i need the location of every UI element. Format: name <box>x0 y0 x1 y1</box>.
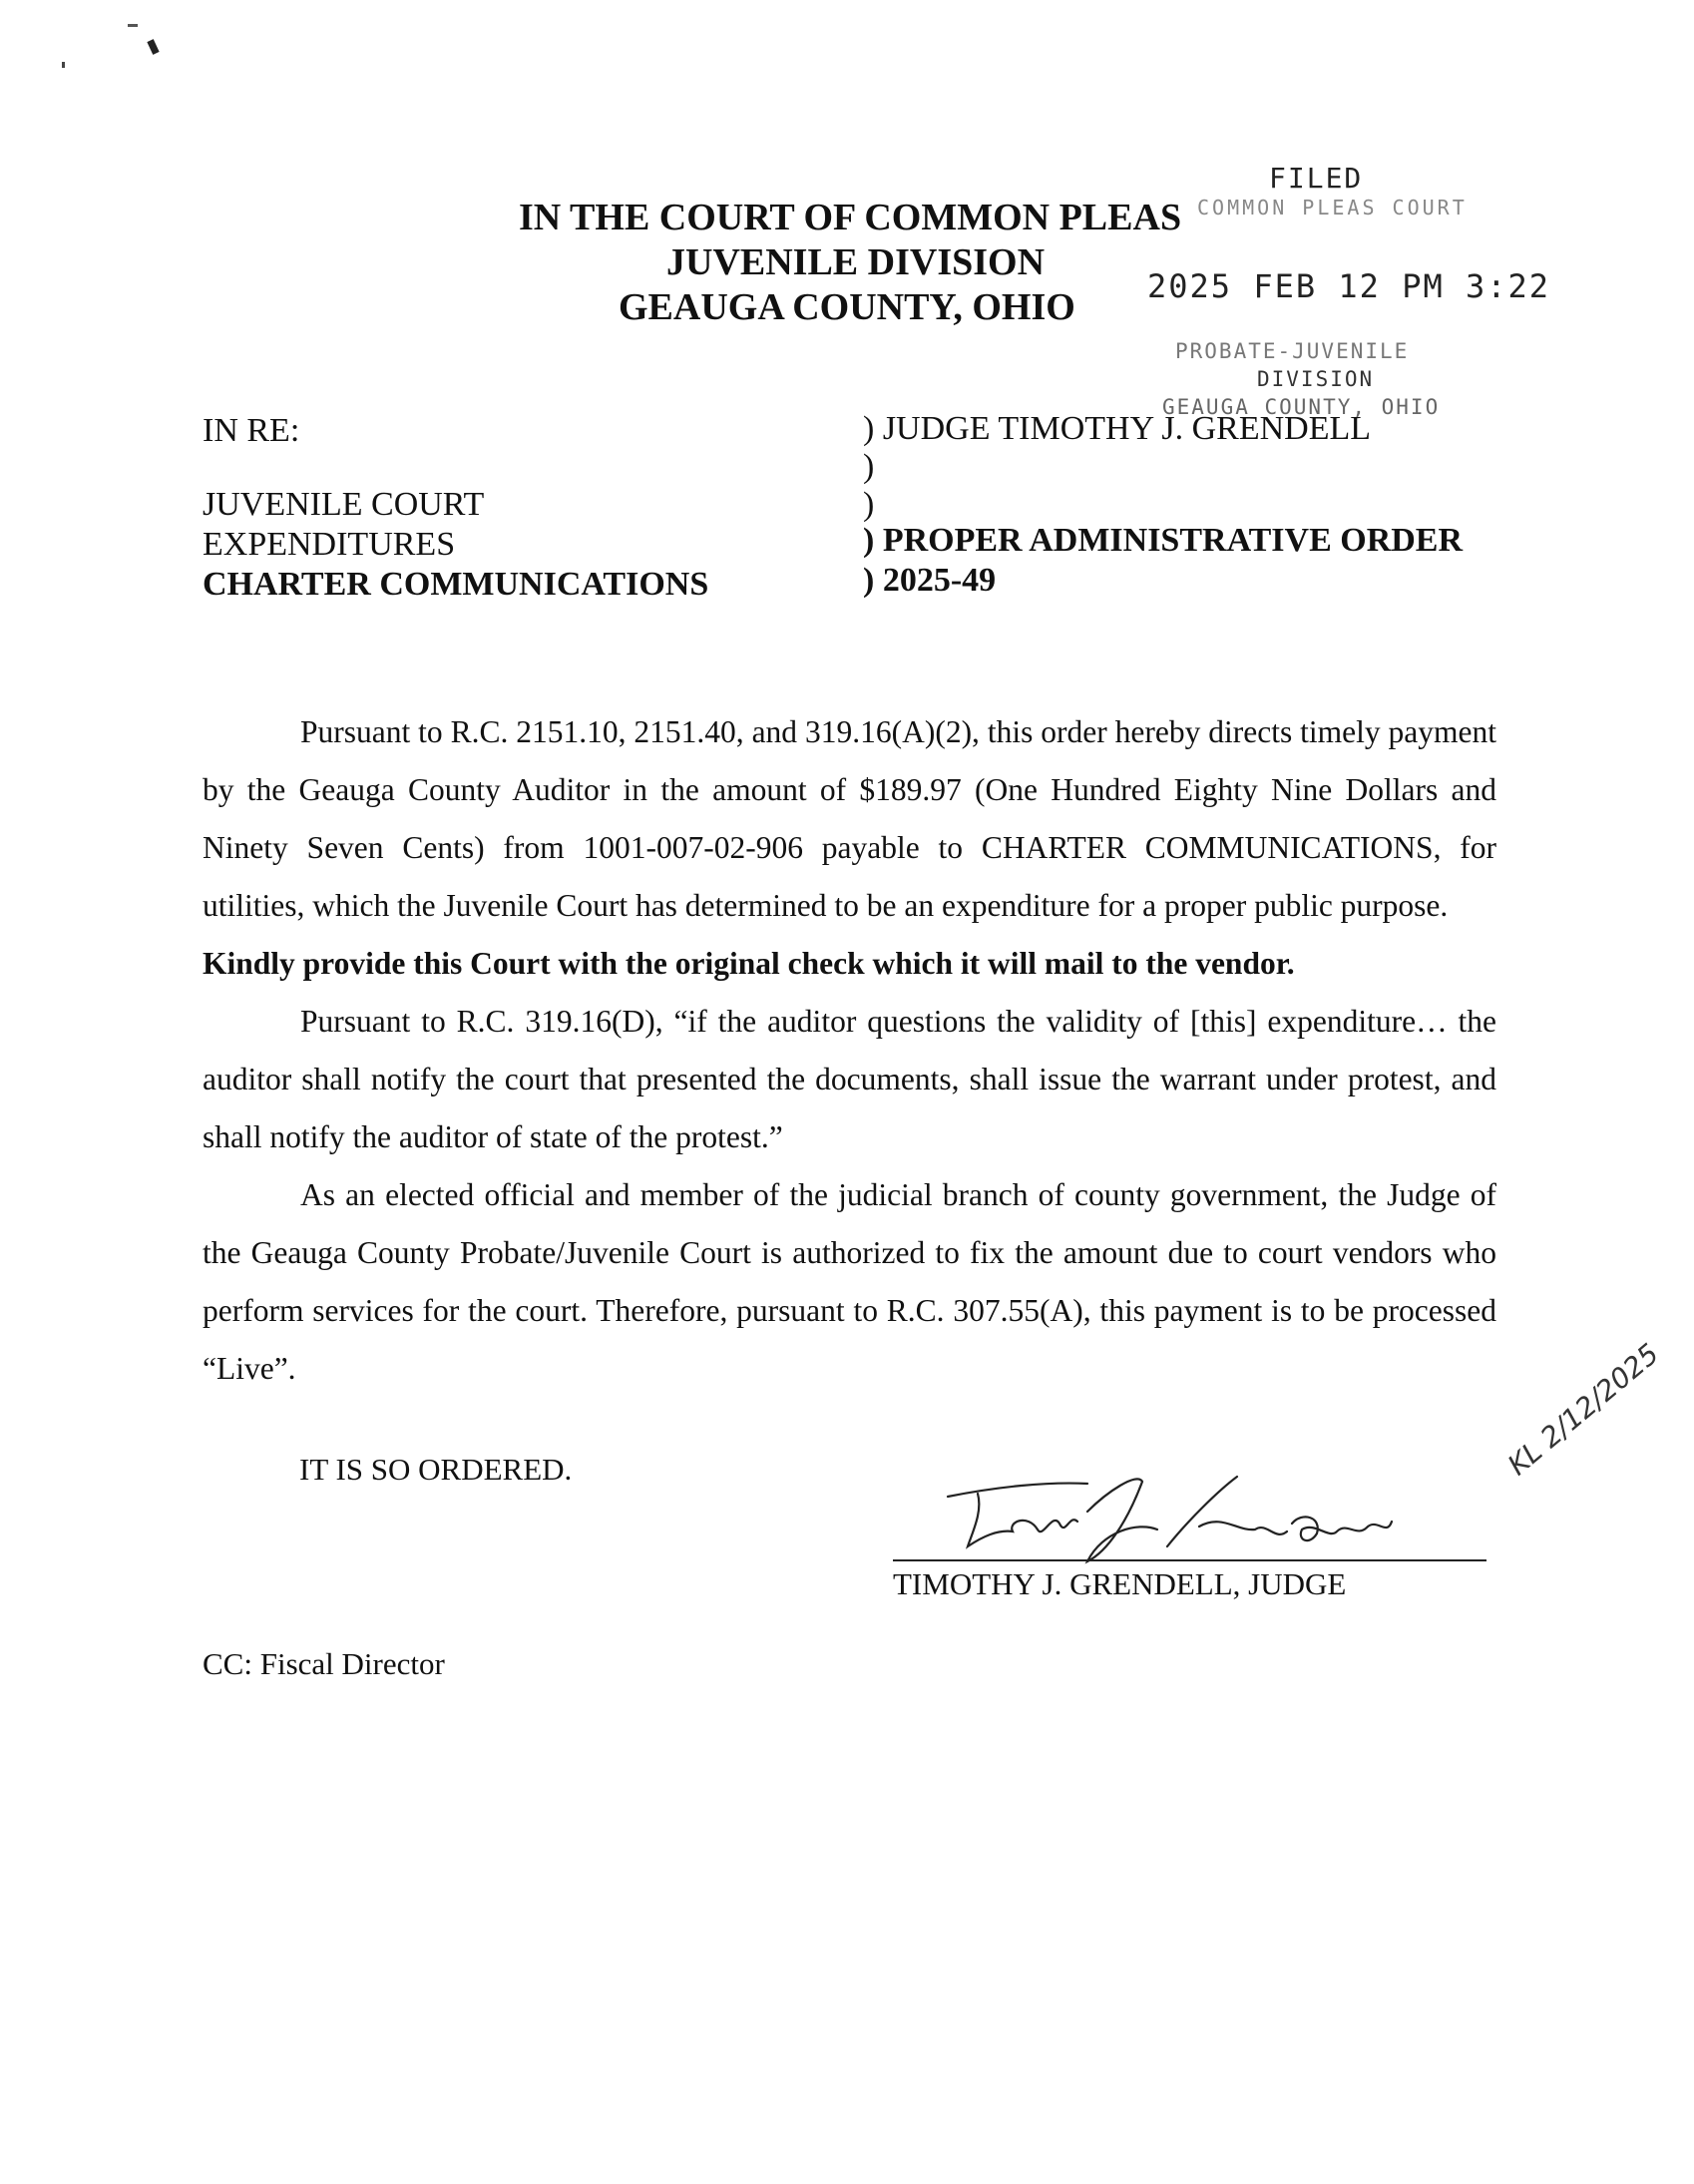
judge-signature <box>938 1452 1437 1571</box>
caption-paren-2: ) <box>863 486 875 523</box>
filed-stamp-division-1: PROBATE-JUVENILE <box>1175 339 1410 363</box>
scan-mark <box>147 39 159 55</box>
order-body <box>203 703 1496 1398</box>
paragraph-3: As an elected official and member of the judicial branch of county government, the Judge of the Geauga County Probate/Juvenile Court is authorized to fix the amount due to court vendors who perform services for the court. Therefore, pursuant to R.C. 307.55(A), this payment is to be processed “Live”. <box>203 1177 1496 1386</box>
judge-name-line: TIMOTHY J. GRENDELL, JUDGE <box>893 1566 1347 1601</box>
matter-line-3: CHARTER COMMUNICATIONS <box>203 566 709 603</box>
paragraph-1-bold: Kindly provide this Court with the original check which it will mail to the vendor. <box>203 946 1295 981</box>
filed-stamp-county: GEAUGA COUNTY, OHIO <box>1162 395 1441 419</box>
matter-line-1: JUVENILE COURT <box>203 486 485 523</box>
scan-mark <box>128 24 138 27</box>
cc-line: CC: Fiscal Director <box>203 1646 445 1681</box>
filed-stamp-label: FILED <box>1269 162 1364 195</box>
initials-date: KL 2/12/2025 <box>1501 1337 1666 1483</box>
order-number: ) 2025-49 <box>863 562 997 599</box>
scan-mark <box>62 62 65 68</box>
county-heading: GEAUGA COUNTY, OHIO <box>619 286 1075 328</box>
in-re-label: IN RE: <box>203 412 300 449</box>
signature-line <box>893 1559 1486 1561</box>
caption-paren-1: ) <box>863 448 875 485</box>
court-heading: IN THE COURT OF COMMON PLEAS <box>519 197 1182 238</box>
paragraph-2: Pursuant to R.C. 319.16(D), “if the auditor questions the validity of [this] expenditure… the auditor shall notify the court that presented the documents, shall issue the warrant under protest, and shall notify the auditor of state of the protest.” <box>203 1004 1496 1154</box>
division-heading: JUVENILE DIVISION <box>666 241 1046 283</box>
filed-stamp-court: COMMON PLEAS COURT <box>1197 196 1468 219</box>
paragraph-1: Pursuant to R.C. 2151.10, 2151.40, and 319.16(A)(2), this order hereby directs timely payment by the Geauga County Auditor in the amount of $189.97 (One Hundred Eighty Nine Dollars and Ninety Seven Cents) from 1001-007-02-906 payable to CHARTER COMMUNICATIONS, for utilities, which the Juvenile Court has determined to be an expenditure for a proper public purpose. <box>203 714 1496 923</box>
so-ordered: IT IS SO ORDERED. <box>299 1452 573 1487</box>
order-title: ) PROPER ADMINISTRATIVE ORDER <box>863 522 1464 559</box>
matter-line-2: EXPENDITURES <box>203 526 456 563</box>
filed-stamp-datetime: 2025 FEB 12 PM 3:22 <box>1147 267 1551 305</box>
judge-caption: ) JUDGE TIMOTHY J. GRENDELL <box>863 410 1372 447</box>
filed-stamp-division-2: DIVISION <box>1257 367 1375 391</box>
